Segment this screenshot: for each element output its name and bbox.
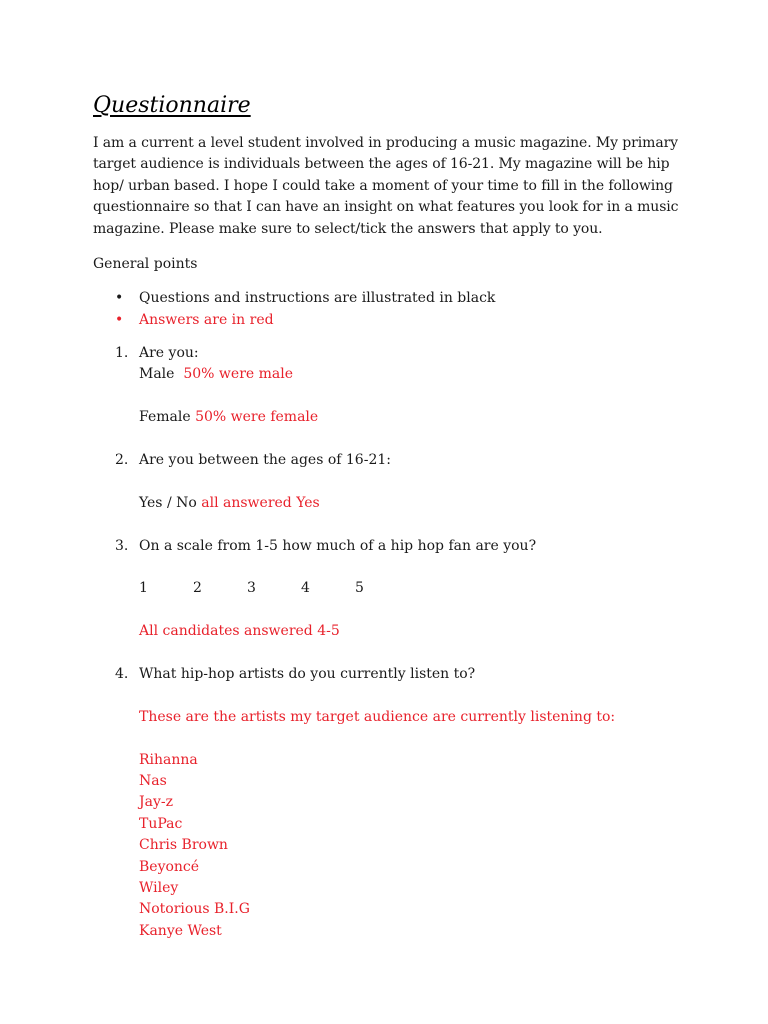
artist-item: Wiley bbox=[139, 880, 179, 897]
bullet-icon: • bbox=[115, 290, 124, 307]
question-number: 3. bbox=[115, 537, 129, 554]
bullet-item bbox=[93, 287, 683, 309]
question-text: Are you: bbox=[139, 345, 199, 362]
question-4 bbox=[93, 664, 683, 942]
answer-row bbox=[139, 493, 683, 514]
bullet-text: Answers are in red bbox=[139, 312, 274, 329]
scale-option-4: 4 bbox=[301, 580, 310, 597]
question-number: 4. bbox=[115, 666, 129, 683]
general-points-list bbox=[93, 287, 683, 331]
answer-text: All candidates answered 4-5 bbox=[139, 623, 340, 640]
artist-item: Nas bbox=[139, 773, 167, 790]
question-list bbox=[93, 343, 683, 942]
artist-item: Rihanna bbox=[139, 751, 198, 768]
artist-item: Notorious B.I.G bbox=[139, 901, 250, 918]
artist-item: Kanye West bbox=[139, 922, 222, 939]
question-text: Are you between the ages of 16-21: bbox=[139, 452, 391, 469]
question-text: On a scale from 1-5 how much of a hip hop fan are you? bbox=[139, 537, 537, 554]
answer-text: 50% were male bbox=[183, 366, 294, 383]
answer-row-male bbox=[139, 364, 683, 385]
question-1 bbox=[93, 343, 683, 429]
question-number: 2. bbox=[115, 452, 129, 469]
question-text: What hip-hop artists do you currently listen to? bbox=[139, 666, 476, 683]
artist-item: TuPac bbox=[139, 815, 183, 832]
bullet-icon: • bbox=[115, 312, 124, 329]
rating-scale bbox=[139, 578, 683, 599]
option-label: Male bbox=[139, 366, 175, 383]
answer-intro: These are the artists my target audience are currently listening to: bbox=[139, 708, 616, 725]
question-number: 1. bbox=[115, 345, 129, 362]
scale-option-3: 3 bbox=[247, 580, 256, 597]
artist-item: Chris Brown bbox=[139, 837, 228, 854]
answer-row-female bbox=[139, 407, 683, 428]
scale-option-5: 5 bbox=[355, 580, 364, 597]
page-title: Questionnaire bbox=[93, 93, 251, 118]
general-points-label: General points bbox=[93, 256, 198, 273]
bullet-item bbox=[93, 309, 683, 331]
artist-item: Beyoncé bbox=[139, 858, 200, 875]
scale-option-2: 2 bbox=[193, 580, 202, 597]
bullet-text: Questions and instructions are illustrated in black bbox=[139, 290, 496, 307]
intro-paragraph: I am a current a level student involved in producing a music magazine. My primary target audience is individuals between the ages of 16-21. My magazine will be hip hop/ urban based. I hope I could take a moment of your time to fill in the following questionnaire so that I can have an insight on what features you look for in a music magazine. Please make sure to select/tick the answers that apply to you. bbox=[93, 135, 679, 237]
document-page bbox=[93, 93, 683, 942]
scale-option-1: 1 bbox=[139, 580, 148, 597]
question-2 bbox=[93, 450, 683, 514]
answer-text: 50% were female bbox=[195, 409, 319, 426]
question-3 bbox=[93, 536, 683, 643]
option-label: Female bbox=[139, 409, 191, 426]
answer-text: all answered Yes bbox=[201, 494, 320, 511]
option-label: Yes / No bbox=[139, 494, 197, 511]
artist-item: Jay-z bbox=[139, 794, 173, 811]
